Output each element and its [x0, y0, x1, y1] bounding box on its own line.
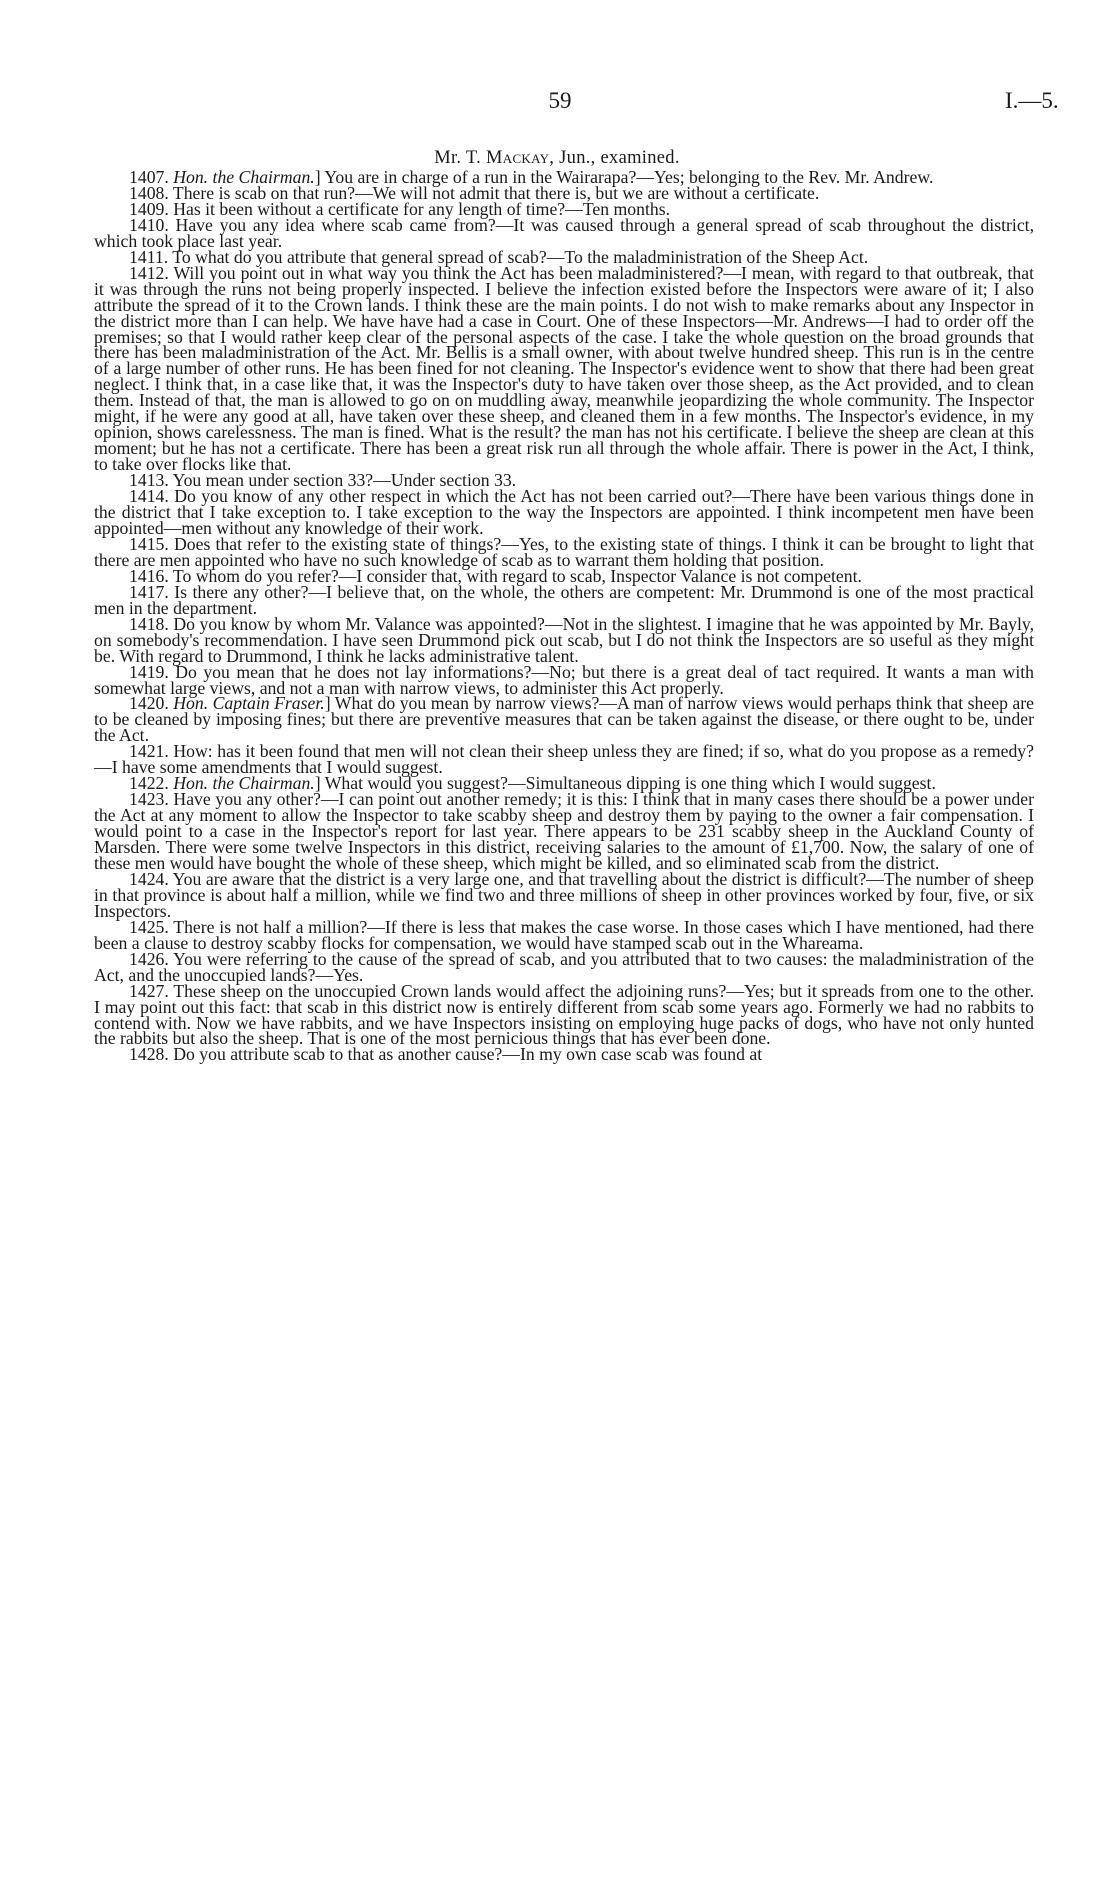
- paragraph-text: Have you any idea where scab came from?—It was caused through a general spread of scab throughout the district, which took place last year.: [94, 214, 1035, 251]
- paragraph-text: Do you know of any other respect in which the Act has not been carried out?—There have been various things done in the district that I take exception to. I take exception to the way the Inspectors are appointed. I think incompetent men have been appointed—men without any knowledge of their work.: [94, 486, 1034, 538]
- testimony-paragraph: [94, 868, 1034, 921]
- question-number: 1427.: [129, 980, 169, 1001]
- question-number: 1412.: [129, 262, 169, 283]
- testimony-paragraph: [94, 916, 1034, 953]
- question-number: 1411.: [129, 246, 169, 267]
- testimony-paragraph: [94, 693, 1034, 746]
- paragraph-text: Will you point out in what way you think the Act has been maladministered?—I mean, with regard to that outbreak, that it was through the runs not being properly inspected. I believe the infection existed before the Inspectors were aware of it; I also attribute the spread of it to the Crown lands. I think these are the main points. I do not wish to make remarks about any Inspector in the district more than I can help. We have have had a case in Court. One of these Inspectors—Mr. Andrews—I had to order off the premises; so that I would rather keep clear of the personal aspects of the case. I take the whole question on the broad grounds that there has been maladministration of the Act. Mr. Bellis is a small owner, with about twelve hundred sheep. This run is in the centre of a large number of other runs. He has been fined for not cleaning. The Inspector's evidence went to show that there had been great neglect. I think that, in a case like that, it was the Inspector's duty to have taken over those sheep, as the Act provided, and to clean them. Instead of that, the man is allowed to go on on muddling away, meanwhile jeopardizing the whole community. The Inspector might, if he were any good at all, have taken over these sheep, and cleaned them in a few months. The Inspector's evidence, in my opinion, shows carelessness. The man is fined. What is the result? the man has not his certificate. I believe the sheep are clean at this moment; but he has not a certificate. There has been a great risk run all through the whole affair. There is power in the Act, I think, to take over flocks like that.: [94, 262, 1035, 475]
- question-number: 1415.: [129, 533, 169, 554]
- heading-suffix: , Jun., examined.: [549, 148, 680, 168]
- paragraph-text: ] What would you suggest?—Simultaneous dipping is one thing which I would suggest.: [314, 773, 936, 794]
- testimony-paragraph: [94, 486, 1034, 538]
- witness-name: Mackay: [486, 148, 550, 168]
- testimony-paragraph: [94, 741, 1035, 778]
- testimony-paragraph: [94, 262, 1035, 475]
- question-number: 1413.: [129, 470, 169, 491]
- document-reference: I.—5.: [1005, 88, 1059, 113]
- testimony-paragraph: [94, 581, 1035, 618]
- testimony-paragraph: [94, 948, 1034, 985]
- question-number: 1422.: [129, 773, 169, 794]
- question-number: 1419.: [129, 661, 169, 682]
- paragraph-text: These sheep on the unoccupied Crown lands would affect the adjoining runs?—Yes; but it spreads from one to the other. I may point out this fact: that scab in this district now is entirely different from scab some years ago. Formerly we had no rabbits to contend with. Now we have rabbits, and we have Inspectors insisting on employing huge packs of dogs, who have not only hunted the rabbits but also the sheep. That is one of the most pernicious things that has ever been done.: [94, 980, 1034, 1049]
- question-number: 1426.: [129, 948, 169, 969]
- question-number: 1409.: [129, 198, 169, 219]
- question-number: 1425.: [129, 916, 169, 937]
- question-number: 1421.: [129, 741, 169, 762]
- testimony-paragraph: [94, 789, 1035, 873]
- speaker-name: Hon. Captain Fraser.: [173, 693, 325, 714]
- paragraph-text: There is scab on that run?—We will not admit that there is, but we are without a certificate.: [172, 182, 820, 203]
- testimony-body: [94, 167, 1035, 1065]
- paragraph-text: Do you know by whom Mr. Valance was appointed?—Not in the slightest. I imagine that he was appointed by Mr. Bayly, on somebody's recommendation. I have seen Drummond pick out scab, but I do not think the Inspectors are so useful as they might be. With regard to Drummond, I think he lacks administrative talent.: [94, 613, 1034, 666]
- paragraph-text: You mean under section 33?—Under section 33.: [172, 470, 517, 491]
- question-number: 1420.: [129, 693, 169, 714]
- speaker-name: Hon. the Chairman.: [173, 773, 315, 794]
- question-number: 1414.: [129, 486, 169, 507]
- paragraph-text: To whom do you refer?—I consider that, with regard to scab, Inspector Valance is not competent.: [172, 565, 862, 586]
- heading-prefix: Mr. T.: [434, 148, 487, 168]
- question-number: 1410.: [129, 214, 169, 235]
- page-header: [0, 88, 1114, 128]
- testimony-paragraph: [94, 533, 1034, 570]
- paragraph-text: There is not half a million?—If there is less that makes the case worse. In those cases which I have mentioned, had there been a clause to destroy scabby flocks for compensation, we would have stamped scab out in the Whareama.: [94, 916, 1034, 953]
- question-number: 1417.: [129, 581, 169, 602]
- testimony-paragraph: [94, 613, 1034, 666]
- question-number: 1418.: [129, 613, 169, 634]
- paragraph-text: ] What do you mean by narrow views?—A man of narrow views would perhaps think that sheep are to be cleaned by imposing fines; but there are preventive measures that can be taken against the disease, or there ought to be, under the Act.: [94, 693, 1034, 746]
- paragraph-text: Does that refer to the existing state of things?—Yes, to the existing state of things. I think it can be brought to light that there are men appointed who have no such knowledge of scab as to warrant them holding that position.: [94, 533, 1034, 570]
- paragraph-text: Has it been without a certificate for any length of time?—Ten months.: [173, 198, 671, 219]
- paragraph-text: To what do you attribute that general spread of scab?—To the maladministration of the Sheep Act.: [172, 246, 869, 267]
- question-number: 1407.: [129, 167, 169, 187]
- paragraph-text: You are aware that the district is a very large one, and that travelling about the district is difficult?—The number of sheep in that province is about half a million, while we find two and three millions of sheep in other provinces worked by four, five, or six Inspectors.: [94, 868, 1034, 921]
- testimony-paragraph: [94, 661, 1034, 698]
- question-number: 1424.: [129, 868, 169, 889]
- question-number: 1423.: [129, 789, 169, 810]
- paragraph-text: Have you any other?—I can point out another remedy; it is this: I think that in many cases there should be a power under the Act at any moment to allow the Inspector to take scabby sheep and destroy them by paying to the owner a fair compensation. I would point to a case in the Inspector's report for last year. There appears to be 231 scabby sheep in the Auckland County of Marsden. There were some twelve Inspectors in this district, receiving salaries to the amount of £1,700. Now, the salary of one of these men would have bought the whole of these sheep, which might be killed, and so eliminated scab from the district.: [94, 789, 1035, 873]
- testimony-paragraph: [94, 214, 1035, 251]
- page-number: 59: [548, 88, 572, 113]
- paragraph-text: Do you mean that he does not lay informations?—No; but there is a great deal of tact required. It wants a man with somewhat large views, and not a man with narrow views, to administer this Act properly.: [94, 661, 1034, 698]
- testimony-paragraph: [94, 1044, 1034, 1065]
- paragraph-text: You were referring to the cause of the spread of scab, and you attributed that to two causes: the maladministration of the Act, and the unoccupied lands?—Yes.: [94, 948, 1034, 985]
- paragraph-text: Is there any other?—I believe that, on the whole, the others are competent: Mr. Drummond is one of the most practical men in the department.: [94, 581, 1035, 618]
- speaker-name: Hon. the Chairman.: [173, 167, 315, 187]
- paragraph-text: Do you attribute scab to that as another cause?—In my own case scab was found at: [173, 1044, 763, 1065]
- section-heading: [0, 148, 1114, 169]
- question-number: 1416.: [129, 565, 169, 586]
- question-number: 1428.: [129, 1044, 169, 1065]
- testimony-paragraph: [94, 980, 1034, 1049]
- question-number: 1408.: [129, 182, 169, 203]
- paragraph-text: How: has it been found that men will not clean their sheep unless they are fined; if so, what do you propose as a remedy?—I have some amendments that I would suggest.: [94, 741, 1035, 778]
- paragraph-text: ] You are in charge of a run in the Wairarapa?—Yes; belonging to the Rev. Mr. Andrew.: [314, 167, 934, 187]
